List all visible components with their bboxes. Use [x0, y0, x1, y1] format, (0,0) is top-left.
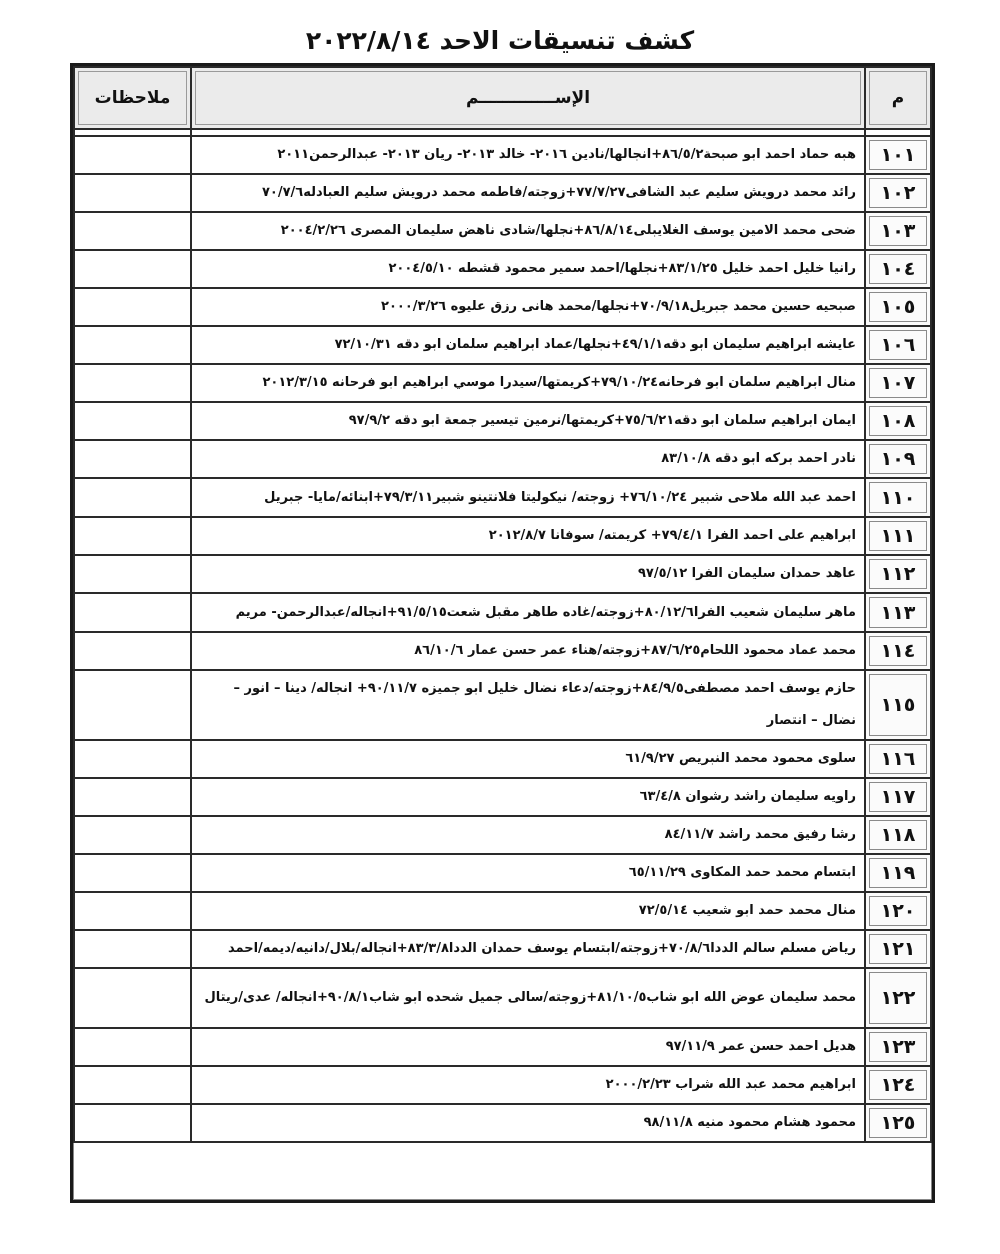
table-row — [74, 670, 931, 740]
row-name: ماهر سليمان شعيب الفرا٨٠/١٢/٦+زوجته/غاده طاهر مقبل شعت٩١/٥/١٥+انجاله/عبدالرحمن- مريم — [191, 593, 865, 632]
table-row — [74, 555, 931, 593]
row-name: احمد عبد الله ملاحى شبير ٧٦/١٠/٢٤+ زوجته/ نيكوليتا فلانتينو شبير٧٩/٣/١١+ابنائه/مايا- جبريل — [191, 478, 865, 517]
row-notes — [74, 288, 191, 326]
header-name: الإســـــــــــــم — [191, 67, 865, 129]
row-name: منال محمد حمد ابو شعيب ٧٢/٥/١٤ — [191, 892, 865, 930]
row-number: ١٠٦ — [865, 326, 931, 364]
table-row — [74, 930, 931, 968]
table-row — [74, 402, 931, 440]
row-notes — [74, 326, 191, 364]
row-number: ١١٥ — [865, 670, 931, 740]
row-number: ١٢٠ — [865, 892, 931, 930]
row-notes — [74, 854, 191, 892]
row-notes — [74, 517, 191, 555]
row-name: رانيا خليل احمد خليل ٨٣/١/٢٥+نجلها/احمد سمير محمود قشطه ٢٠٠٤/٥/١٠ — [191, 250, 865, 288]
table-row — [74, 364, 931, 402]
row-number: ١٢١ — [865, 930, 931, 968]
row-notes — [74, 593, 191, 632]
row-notes — [74, 174, 191, 212]
table-row — [74, 440, 931, 478]
names-table — [73, 66, 932, 1143]
row-name: راويه سليمان راشد رشوان ٦٣/٤/٨ — [191, 778, 865, 816]
table-row — [74, 212, 931, 250]
row-number: ١١٩ — [865, 854, 931, 892]
row-number: ١١٨ — [865, 816, 931, 854]
row-notes — [74, 1066, 191, 1104]
row-notes — [74, 440, 191, 478]
page-title: كشف تنسيقات الاحد ٢٠٢٢/٨/١٤ — [305, 26, 695, 55]
row-number: ١٠٥ — [865, 288, 931, 326]
row-number: ١٠٨ — [865, 402, 931, 440]
row-name: سلوى محمود محمد النبريص ٦١/٩/٢٧ — [191, 740, 865, 778]
row-number: ١١٤ — [865, 632, 931, 670]
row-name: محمد سليمان عوض الله ابو شاب٨١/١٠/٥+زوجته/سالى جميل شحده ابو شاب٩٠/٨/١+انجاله/ عدى/ريتال — [191, 968, 865, 1028]
row-notes — [74, 212, 191, 250]
row-number: ١١٦ — [865, 740, 931, 778]
row-notes — [74, 250, 191, 288]
row-notes — [74, 136, 191, 174]
row-notes — [74, 778, 191, 816]
row-name: محمود هشام محمود منيه ٩٨/١١/٨ — [191, 1104, 865, 1142]
row-number: ١٠٧ — [865, 364, 931, 402]
row-number: ١١٧ — [865, 778, 931, 816]
row-number: ١١٣ — [865, 593, 931, 632]
table-row — [74, 1104, 931, 1142]
row-name: صبحيه حسين محمد جبريل٧٠/٩/١٨+نجلها/محمد هانى رزق عليوه ٢٠٠٠/٣/٢٦ — [191, 288, 865, 326]
table-row — [74, 632, 931, 670]
row-notes — [74, 632, 191, 670]
header-notes: ملاحظات — [74, 67, 191, 129]
row-name: هبه حماد احمد ابو صبحة٨٦/٥/٢+انجالها/نادين ٢٠١٦- خالد ٢٠١٣- ريان ٢٠١٣- عبدالرحمن٢٠١١ — [191, 136, 865, 174]
table-row — [74, 892, 931, 930]
table-row — [74, 250, 931, 288]
row-name: منال ابراهيم سلمان ابو فرحانه٧٩/١٠/٢٤+كريمتها/سيدرا موسي ابراهيم ابو فرحانه ٢٠١٢/٣/١٥ — [191, 364, 865, 402]
row-name: عايشه ابراهيم سليمان ابو دقه٤٩/١/١+نجلها/عماد ابراهيم سلمان ابو دقه ٧٢/١٠/٣١ — [191, 326, 865, 364]
row-notes — [74, 892, 191, 930]
row-number: ١٢٤ — [865, 1066, 931, 1104]
row-name: ابراهيم محمد عبد الله شراب ٢٠٠٠/٢/٢٣ — [191, 1066, 865, 1104]
table-row — [74, 816, 931, 854]
row-name: رائد محمد درويش سليم عبد الشافى٧٧/٧/٢٧+زوجته/فاطمه محمد درويش سليم العبادله٧٠/٧/٦ — [191, 174, 865, 212]
header-number: م — [865, 67, 931, 129]
row-name: ضحى محمد الامين يوسف الغلايبلى٨٦/٨/١٤+نجلها/شادى ناهض سليمان المصرى ٢٠٠٤/٢/٢٦ — [191, 212, 865, 250]
row-number: ١٠٣ — [865, 212, 931, 250]
row-number: ١١٢ — [865, 555, 931, 593]
row-number: ١٢٥ — [865, 1104, 931, 1142]
table-row — [74, 778, 931, 816]
table-row — [74, 478, 931, 517]
row-number: ١٠٤ — [865, 250, 931, 288]
row-number: ١٢٢ — [865, 968, 931, 1028]
table-row — [74, 288, 931, 326]
table-header-row — [74, 67, 931, 129]
row-notes — [74, 402, 191, 440]
row-notes — [74, 930, 191, 968]
row-number: ١٠١ — [865, 136, 931, 174]
row-number: ١٠٢ — [865, 174, 931, 212]
row-number: ١١١ — [865, 517, 931, 555]
row-notes — [74, 670, 191, 740]
table-row — [74, 593, 931, 632]
row-name: ايمان ابراهيم سلمان ابو دقه٧٥/٦/٢١+كريمتها/نرمين تيسير جمعة ابو دقه ٩٧/٩/٢ — [191, 402, 865, 440]
table-row — [74, 968, 931, 1028]
table-body — [74, 129, 931, 1142]
row-notes — [74, 968, 191, 1028]
table-row — [74, 1066, 931, 1104]
names-sheet — [70, 63, 935, 1203]
row-name: عاهد حمدان سليمان الفرا ٩٧/٥/١٢ — [191, 555, 865, 593]
row-name: ابتسام محمد حمد المكاوى ٦٥/١١/٢٩ — [191, 854, 865, 892]
row-number: ١١٠ — [865, 478, 931, 517]
table-row — [74, 740, 931, 778]
table-row — [74, 136, 931, 174]
row-name: هديل احمد حسن عمر ٩٧/١١/٩ — [191, 1028, 865, 1066]
row-number: ١٠٩ — [865, 440, 931, 478]
table-row — [74, 1028, 931, 1066]
row-notes — [74, 816, 191, 854]
table-row — [74, 854, 931, 892]
row-name: رشا رفيق محمد راشد ٨٤/١١/٧ — [191, 816, 865, 854]
row-notes — [74, 740, 191, 778]
row-name: محمد عماد محمود اللحام٨٧/٦/٢٥+زوجته/هناء عمر حسن عمار ٨٦/١٠/٦ — [191, 632, 865, 670]
row-name: نادر احمد بركه ابو دقه ٨٣/١٠/٨ — [191, 440, 865, 478]
row-notes — [74, 364, 191, 402]
row-notes — [74, 555, 191, 593]
table-row — [74, 517, 931, 555]
row-name: رياض مسلم سالم الددا٧٠/٨/٦+زوجته/ابتسام يوسف حمدان الددا٨٣/٣/٨+انجاله/بلال/دانيه/ديمه/احمد — [191, 930, 865, 968]
table-row — [74, 326, 931, 364]
header-gap — [74, 129, 931, 136]
row-name: حازم يوسف احمد مصطفى٨٤/٩/٥+زوجته/دعاء نضال خليل ابو جميزه ٩٠/١١/٧+ انجاله/ دينا – انور – نضال – انتصار — [191, 670, 865, 740]
row-notes — [74, 1028, 191, 1066]
row-notes — [74, 1104, 191, 1142]
row-name: ابراهيم على احمد الفرا ٧٩/٤/١+ كريمته/ سوفانا ٢٠١٢/٨/٧ — [191, 517, 865, 555]
row-notes — [74, 478, 191, 517]
table-row — [74, 174, 931, 212]
row-number: ١٢٣ — [865, 1028, 931, 1066]
